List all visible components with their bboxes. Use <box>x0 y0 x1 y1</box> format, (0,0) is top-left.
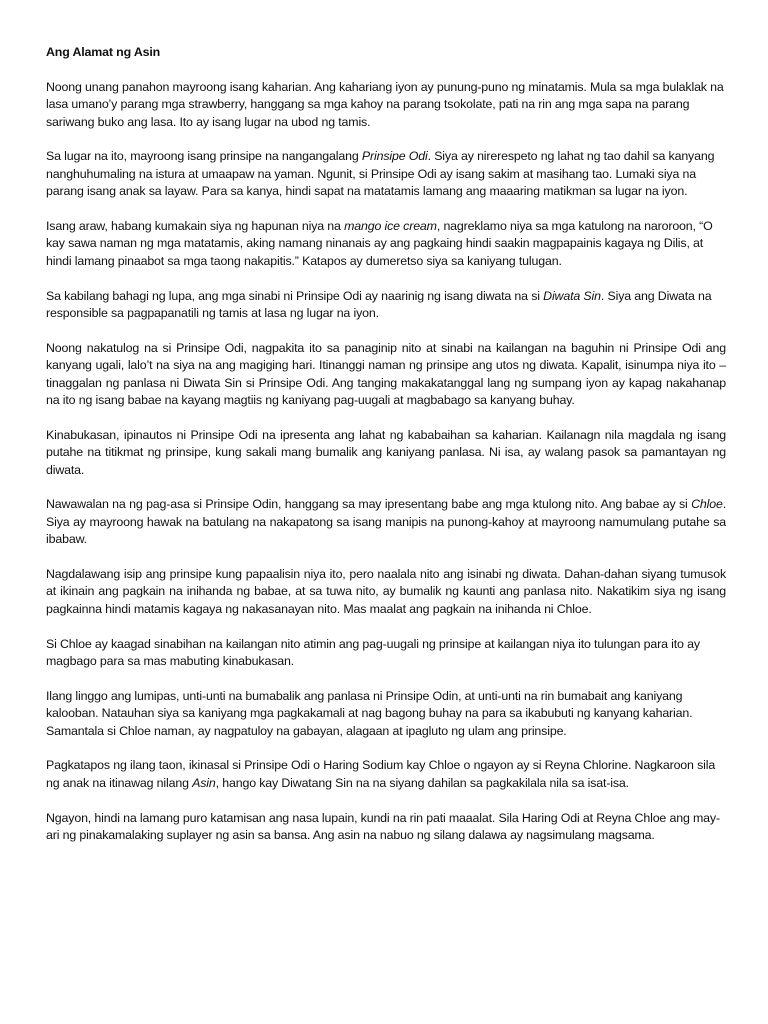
document-title: Ang Alamat ng Asin <box>46 45 161 59</box>
paragraph-text: Nawawalan na ng pag-asa si Prinsipe Odin, hanggang sa may ipresentang babe ang mga ktulong nito. Ang babae ay si <box>46 497 692 512</box>
italic-text: Chloe <box>691 497 723 512</box>
italic-text: mango ice cream <box>344 219 437 234</box>
paragraph <box>46 148 726 200</box>
paragraph <box>46 757 726 792</box>
paragraph <box>46 79 726 131</box>
paragraph-text: . Siya ay nirerespeto ng lahat ng tao dahil sa kanyang nanghuhumaling na istura at umaapaw na yaman. Ngunit, si Prinsipe Odi ay isang sakim at masihang tao. Lumaki siya na parang isang anak sa layaw. Para sa kanya, hindi sapat na matatamis lamang ang maaaring matikman sa lugar na iyon. <box>46 149 715 199</box>
paragraph-text: Noong nakatulog na si Prinsipe Odi, nagpakita ito sa panaginip nito at sinabi na kailangan na baguhin ni Prinsipe Odi ang kanyang ugali, lalo’t na siya na ang magiging hari. Itinanggi naman ng prinsipe ang utos ng diwata. Kapalit, isinumpa niya ito – tinaggalan ng panlasa ni Diwata Sin si Prinsipe Odi. Ang tanging makakatanggal lang ng sumpang iyon ay kapag nakahanap na ito ng isang babae na kayang magtiis ng kaniyang pag-uugali at magbabago sa kanyang buhay. <box>46 340 726 408</box>
paragraph-text: Isang araw, habang kumakain siya ng hapunan niya na <box>46 219 345 234</box>
paragraph-text: Kinabukasan, ipinautos ni Prinsipe Odi na ipresenta ang lahat ng kababaihan sa kaharian. Kailanagn nila magdala ng isang putahe na titikmat ng prinsipe, kung sakali mang bumalik ang kaniyang panlasa. Ni isa, ay walang pasok sa pamantayan ng diwata. <box>46 427 726 477</box>
document-body <box>46 79 726 845</box>
paragraph <box>46 340 726 410</box>
italic-text: Asin <box>192 775 216 790</box>
paragraph-text: Si Chloe ay kaagad sinabihan na kailangan nito atimin ang pag-uugali ng prinsipe at kailangan niya ito tulungan para ito ay magbago para sa mas mabuting kinabukasan. <box>46 636 700 669</box>
paragraph-text: , hango kay Diwatang Sin na na siyang dahilan sa pagkakilala nila sa isat-isa. <box>215 775 629 790</box>
paragraph <box>46 636 726 671</box>
italic-text: Diwata Sin <box>543 288 601 303</box>
paragraph <box>46 427 726 479</box>
paragraph <box>46 288 726 323</box>
paragraph <box>46 688 726 740</box>
paragraph-text: . Siya ay mayroong hawak na batulang na nakapatong sa isang manipis na punong-kahoy at mayroong namumulang putahe sa ibabaw. <box>46 497 726 547</box>
paragraph-text: , nagreklamo niya sa mga katulong na naroroon, “O kay sawa naman ng mga matatamis, aking namang ninanais ay ang pagkaing hindi saakin magpapainis kagaya ng Dilis, at hindi lamang pinaabot sa mga taong nakapitis.” Katapos ay dumeretso siya sa kaniyang tulugan. <box>46 219 713 268</box>
paragraph-text: Pagkatapos ng ilang taon, ikinasal si Prinsipe Odi o Haring Sodium kay Chloe o ngayon ay si Reyna Chlorine. Nagkaroon sila ng anak na itinawag nilang <box>46 758 716 790</box>
paragraph <box>46 566 726 618</box>
paragraph-text: Sa lugar na ito, mayroong isang prinsipe na nangangalang <box>46 149 362 164</box>
paragraph <box>46 496 726 548</box>
paragraph-text: Nagdalawang isip ang prinsipe kung papaalisin niya ito, pero naalala nito ang isinabi ng diwata. Dahan-dahan siyang tumusok at ikinain ang pagkain na inihanda ng babae, at sa tuwa nito, ay bumalik ng kaunti ang panlasa nito. Nakatikim siya ng isang pagkainna hindi matamis kagaya ng nakasanayan nito. Mas maalat ang pagkain na inihanda ni Chloe. <box>46 567 726 616</box>
paragraph-text: Sa kabilang bahagi ng lupa, ang mga sinabi ni Prinsipe Odi ay naarinig ng isang diwata na si <box>46 288 544 303</box>
paragraph-text: . Siya ang Diwata na responsible sa pagpapanatili ng tamis at lasa ng lugar na iyon. <box>46 288 712 321</box>
paragraph <box>46 218 726 270</box>
italic-text: Prinsipe Odi <box>361 149 428 164</box>
paragraph <box>46 810 726 845</box>
paragraph-text: Ilang linggo ang lumipas, unti-unti na bumabalik ang panlasa ni Prinsipe Odin, at unti-unti na rin bumabait ang kaniyang kalooban. Natauhan siya sa kaniyang mga pagkakamali at nag bagong buhay na para sa ikabubuti ng kanyang kaharian. Samantala si Chloe naman, ay nagpatuloy na gabayan, alagaan at ipagluto ng ulam ang prinsipe. <box>46 688 693 738</box>
paragraph-text: Noong unang panahon mayroong isang kaharian. Ang kahariang iyon ay punung-puno ng minatamis. Mula sa mga bulaklak na lasa umano’y parang mga strawberry, hanggang sa mga kahoy na parang tsokolate, pati na rin ang mga sapa na parang sariwang buko ang lasa. Ito ay isang lugar na ubod ng tamis. <box>46 79 724 129</box>
paragraph-text: Ngayon, hindi na lamang puro katamisan ang nasa lupain, kundi na rin pati maaalat. Sila Haring Odi at Reyna Chloe ang may-ari ng pinakamalaking suplayer ng asin sa bansa. Ang asin na nabuo ng silang dalawa ay nagsimulang magsama. <box>46 810 720 843</box>
document-page <box>46 44 726 862</box>
